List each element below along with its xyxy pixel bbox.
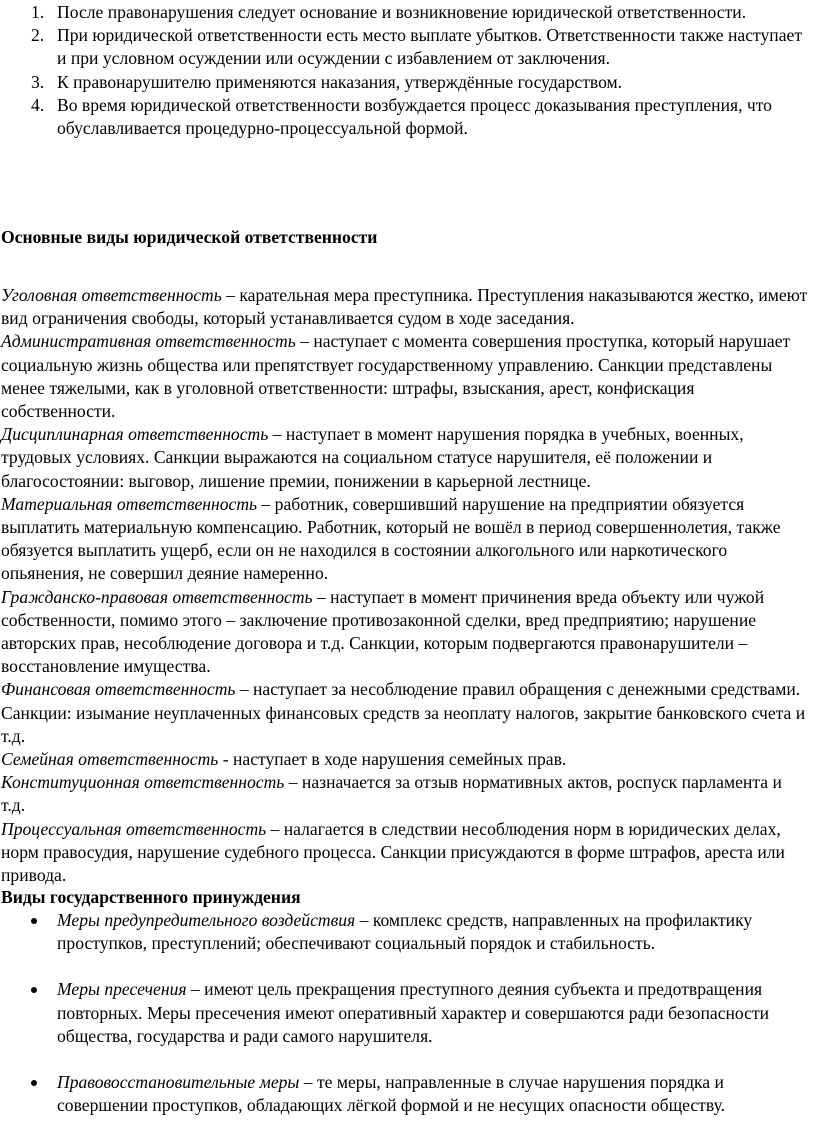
list-item-text: Во время юридической ответственности возбуждается процесс доказывания преступления, что обуславливается процедурно-процессуальной формой. bbox=[57, 94, 772, 139]
bullet-text: – комплекс средств, направленных на профилактику проступков, преступлений; обеспечивают социальный порядок и стабильность. bbox=[57, 910, 753, 954]
bullet-icon bbox=[31, 918, 37, 924]
definition-text: - наступает в ходе нарушения семейных прав. bbox=[218, 749, 567, 770]
bullet-icon bbox=[31, 1080, 37, 1086]
list-item bbox=[0, 1, 810, 24]
list-item-text: При юридической ответственности есть место выплате убытков. Ответственности также наступает и при условном осуждении или осуждении с избавлением от заключения. bbox=[57, 25, 803, 69]
list-item bbox=[0, 978, 808, 1048]
definition-text: – наступает с момента совершения проступка, который нарушает социальную жизнь общества или препятствует государственному управлению. Санкции представлены менее тяжелыми, как в уголовной ответственности: штрафы, взыскания, арест, конфискация собственности. bbox=[1, 331, 791, 422]
definition-term: Административная ответственность bbox=[1, 331, 296, 352]
definition-text: – налагается в следствии несоблюдения норм в юридических делах, норм правосудия, нарушение судебного процесса. Санкции присуждаются в форме штрафов, ареста или привода. bbox=[1, 818, 785, 886]
definition-term: Процессуальная ответственность bbox=[1, 818, 267, 839]
definition-text: – работник, совершивший нарушение на предприятии обязуется выплатить материальную компенсацию. Работник, который не вошёл в период совершеннолетия, также обязуется выплатить ущерб, если он не находился в состоянии алкогольного или наркотического опьянения, не совершил деяние намеренно. bbox=[1, 493, 781, 584]
list-item bbox=[0, 94, 810, 140]
definition-term: Дисциплинарная ответственность bbox=[1, 424, 269, 445]
bullet-term: Правовосстановительные меры bbox=[57, 1072, 300, 1093]
list-item bbox=[0, 24, 810, 70]
list-item-text: К правонарушителю применяются наказания, утверждённые государством. bbox=[57, 71, 623, 92]
definition-paragraph bbox=[1, 586, 809, 679]
list-item-number: 4. bbox=[31, 94, 45, 115]
definition-paragraph bbox=[1, 771, 809, 817]
definition-paragraph bbox=[1, 748, 809, 771]
definition-paragraph bbox=[1, 678, 809, 748]
definition-text: – наступает в момент причинения вреда объекту или чужой собственности, помимо этого – заключение противозаконной сделки, вред предприятию; нарушение авторских прав, несоблюдение договора и т.д. Санкции, которым подвергаются правонарушители – восстановление имущества. bbox=[1, 586, 765, 677]
definition-text: – наступает за несоблюдение правил обращения с денежными средствами. Санкции: изымание неуплаченных финансовых средств за неоплату налогов, закрытие банковского счета и т.д. bbox=[1, 679, 806, 746]
list-item bbox=[0, 71, 810, 94]
bullet-icon bbox=[31, 987, 37, 993]
bullet-term: Меры предупредительного воздействия bbox=[57, 910, 356, 930]
definition-text: – карательная мера преступника. Преступления наказываются жестко, имеют вид ограничения свободы, который устанавливается судом в ходе заседания. bbox=[1, 285, 808, 329]
list-item bbox=[0, 909, 808, 955]
definition-term: Уголовная ответственность bbox=[1, 285, 222, 305]
bullet-text: – имеют цель прекращения преступного деяния субъекта и предотвращения повторных. Меры пресечения имеют оперативный характер и совершаются ради безопасности общества, государства и ради самого нарушителя. bbox=[57, 979, 770, 1046]
section-heading-coercion-types: Виды государственного принуждения bbox=[1, 887, 301, 907]
list-item-number: 1. bbox=[31, 2, 45, 22]
list-item-text: После правонарушения следует основание и возникновение юридической ответственности. bbox=[57, 2, 747, 22]
list-item-number: 2. bbox=[31, 25, 45, 46]
definition-paragraph bbox=[1, 818, 809, 888]
bullet-text: – те меры, направленные в случае нарушения порядка и совершении проступков, обладающих лёгкой формой и не несущих опасности обществу. bbox=[57, 1072, 726, 1116]
numbered-list bbox=[0, 1, 810, 140]
definition-paragraph bbox=[1, 284, 809, 330]
definition-text: – наступает в момент нарушения порядка в учебных, военных, трудовых условиях. Санкции выражаются на социальном статусе нарушителя, её положении и благосостоянии: выговор, лишение премии, понижении в карьерной лестнице. bbox=[1, 424, 744, 491]
bullet-term: Меры пресечения bbox=[57, 979, 187, 1000]
definitions-block bbox=[1, 284, 809, 887]
definition-paragraph bbox=[1, 330, 809, 423]
definition-paragraph bbox=[1, 423, 809, 493]
section-heading-liability-types: Основные виды юридической ответственности bbox=[1, 227, 378, 247]
definition-term: Финансовая ответственность bbox=[1, 679, 236, 700]
list-item bbox=[0, 1071, 808, 1117]
definition-term: Гражданско-правовая ответственность bbox=[1, 586, 313, 607]
definition-term: Материальная ответственность bbox=[1, 493, 258, 514]
definition-term: Семейная ответственность bbox=[1, 749, 219, 770]
list-item-number: 3. bbox=[31, 71, 45, 92]
definition-text: – назначается за отзыв нормативных актов, роспуск парламента и т.д. bbox=[1, 772, 782, 816]
definition-term: Конституционная ответственность bbox=[1, 772, 285, 793]
bulleted-list bbox=[0, 909, 808, 1117]
definition-paragraph bbox=[1, 493, 809, 586]
